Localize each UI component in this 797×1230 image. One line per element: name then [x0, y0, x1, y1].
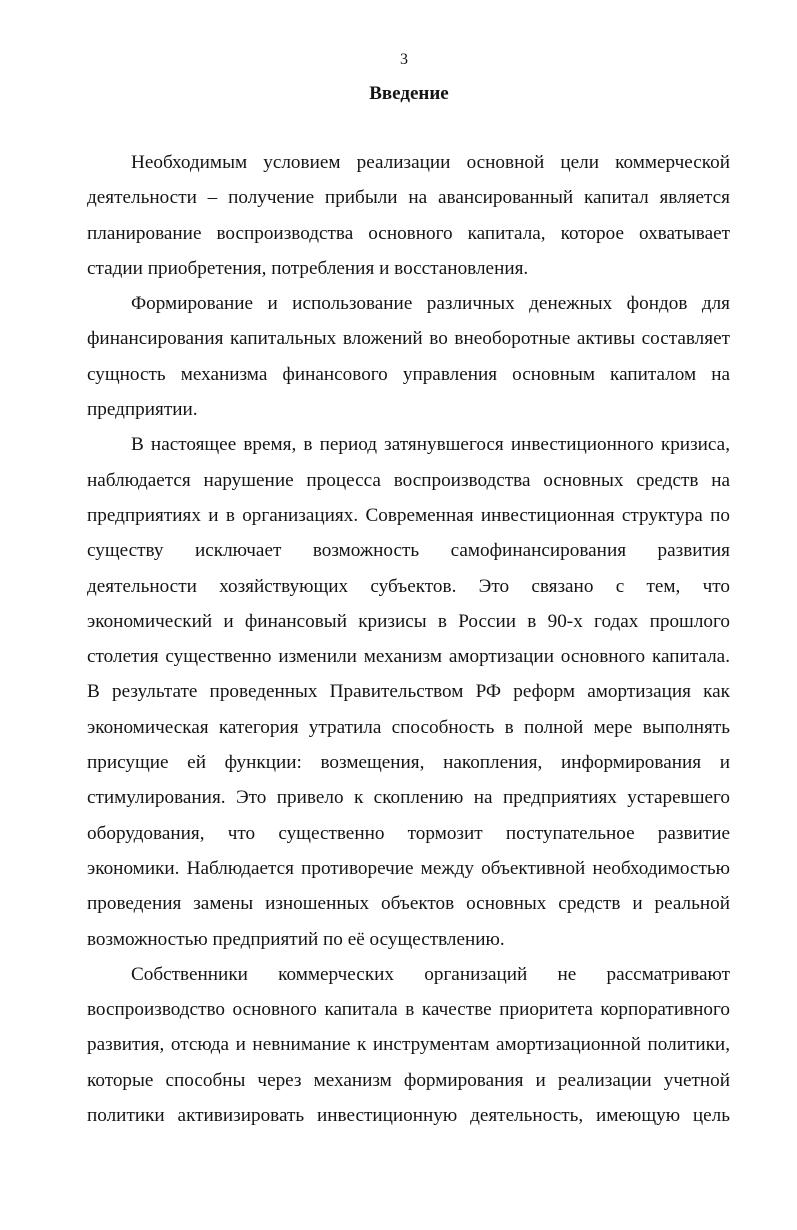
paragraph-1: Необходимым условием реализации основной цели коммерческой деятельности – получение прибыли на авансированный капитал является планирование воспроизводства основного капитала, которое охватывает стадии приобретения, потребления и восстановления.: [87, 152, 730, 279]
body-text: [87, 145, 730, 1133]
paragraph-3: В настоящее время, в период затянувшегося инвестиционного кризиса, наблюдается нарушение процесса воспроизводства основных средств на предприятиях и в организациях. Современная инвестиционная структура по существу исключает возможность самофинансирования развития деятельности хозяйствующих субъектов. Это связано с тем, что экономический и финансовый кризисы в России в 90-х годах прошлого столетия существенно изменили механизм амортизации основного капитала. В результате проведенных Правительством РФ реформ амортизация как экономическая категория утратила способность в полной мере выполнять присущие ей функции: возмещения, накопления, информирования и стимулирования. Это привело к скоплению на предприятиях устаревшего оборудования, что существенно тормозит поступательное развитие экономики. Наблюдается противоречие между объективной необходимостью проведения замены изношенных объектов основных средств и реальной возможностью предприятий по её осуществлению.: [87, 434, 730, 950]
page-number: 3: [400, 51, 408, 68]
paragraph-2: Формирование и использование различных денежных фондов для финансирования капитальных вложений во внеоборотные активы составляет сущность механизма финансового управления основным капиталом на предприятии.: [87, 293, 730, 421]
paragraph-4: Собственники коммерческих организаций не рассматривают воспроизводство основного капитала в качестве приоритета корпоративного развития, отсюда и невнимание к инструментам амортизационной политики, которые способны через механизм формирования и реализации учетной политики активизировать инвестиционную деятельность, имеющую цель: [87, 963, 730, 1127]
section-heading: Введение: [369, 83, 449, 104]
